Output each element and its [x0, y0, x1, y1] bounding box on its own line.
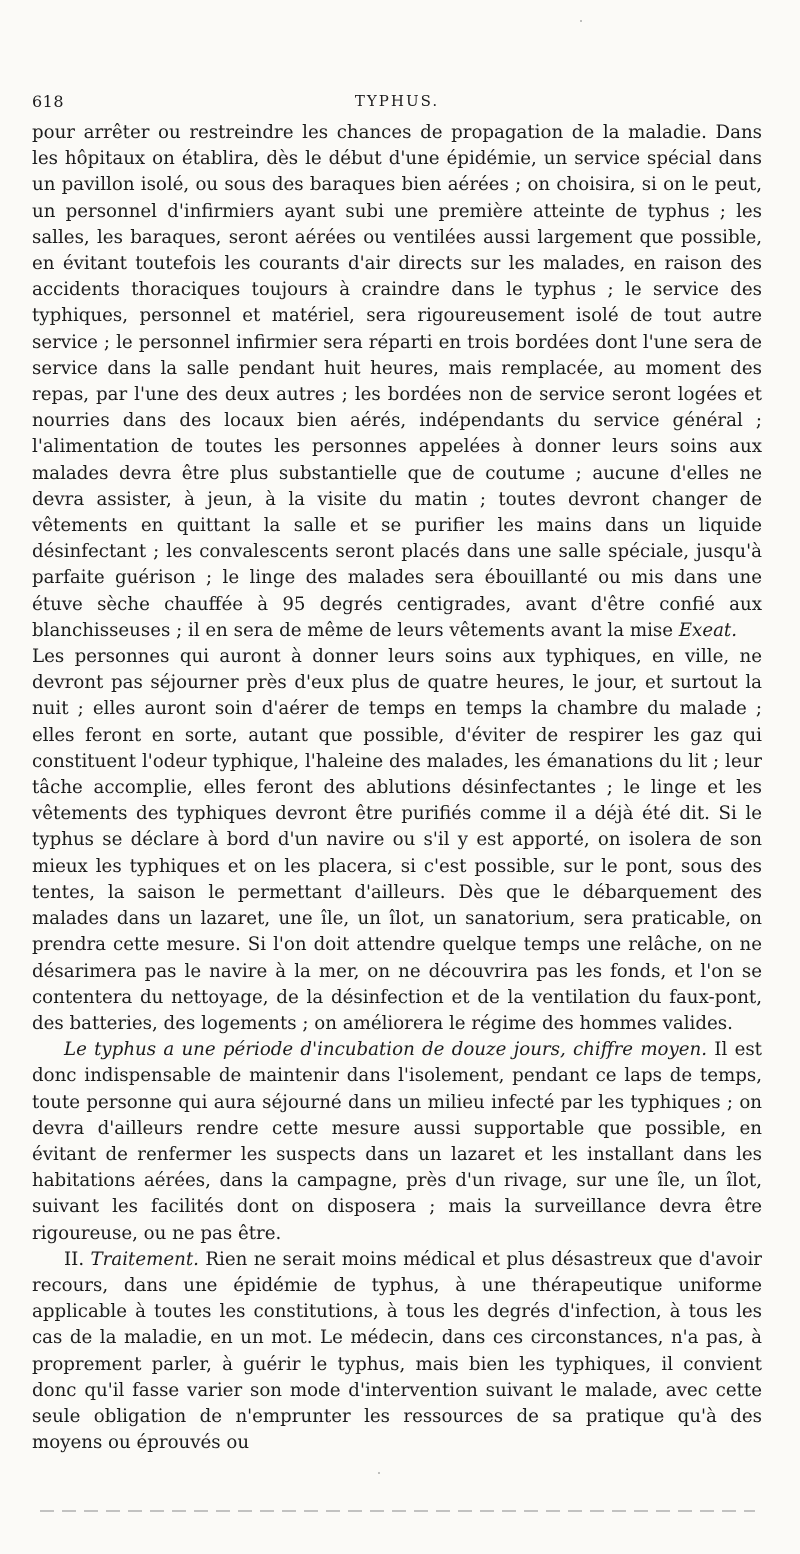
section-heading: Traitement. [90, 1248, 199, 1270]
page-number: 618 [32, 92, 65, 111]
running-title: TYPHUS. [354, 92, 440, 110]
paragraph-text: pour arrêter ou restreindre les chances de propagation de la maladie. Dans les hôpitaux on établira, dès le début d'une épidémie, un service spécial dans un pavillon isolé, ou sous des baraques bien aérées ; on choisira, si on le peut, un personnel d'infirmiers ayant subi une première atteinte de typhus ; les salles, les baraques, seront aérées ou ventilées aussi largement que possible, en évitant toutefois les courants d'air directs sur les malades, en raison des accidents thoraciques toujours à craindre dans le typhus ; le service des typhiques, personnel et matériel, sera rigoureusement isolé de tout autre service ; le personnel infirmier sera réparti en trois bordées dont l'une sera de service dans la salle pendant huit heures, mais remplacée, au moment des repas, par l'une des deux autres ; les bordées non de service seront logées et nourries dans des locaux bien aérés, indépendants du service général ; l'alimentation de toutes les personnes appelées à donner leurs soins aux malades devra être plus substantielle que de coutume ; aucune d'elles ne devra assister, à jeun, à la visite du matin ; toutes devront changer de vêtements en quittant la salle et se purifier les mains dans un liquide désinfectant ; les convalescents seront placés dans une salle spéciale, jusqu'à parfaite guérison ; le linge des malades sera ébouillanté ou mis dans une étuve sèche chauffée à 95 degrés centigrades, avant d'être confié aux blanchisseuses ; il en sera de même de leurs vêtements avant la mise [32, 122, 762, 641]
paragraph-treatment [32, 1247, 762, 1457]
bottom-scan-artifact [40, 1510, 755, 1512]
paragraph-home-care [32, 644, 762, 1037]
scan-speck [378, 1472, 380, 1474]
body-text [32, 120, 762, 1456]
paragraph-text: Les personnes qui auront à donner leurs soins aux typhiques, en ville, ne devront pas séjourner près d'eux plus de quatre heures, le jour, et surtout la nuit ; elles auront soin d'aérer de temps en temps la chambre du malade ; elles feront en sorte, autant que possible, d'éviter de respirer les gaz qui constituent l'odeur typhique, l'haleine des malades, les émanations du lit ; leur tâche accomplie, elles feront des ablutions désinfectantes ; le linge et les vêtements des typhiques devront être purifiés comme il a déjà été dit. Si le typhus se déclare à bord d'un navire ou s'il y est apporté, on isolera de son mieux les typhiques et on les placera, si c'est possible, sur le pont, sous des tentes, la saison le permettant d'ailleurs. Dès que le débarquement des malades dans un lazaret, une île, un îlot, un sanatorium, sera praticable, on prendra cette mesure. Si l'on doit attendre quelque temps une relâche, on ne désarimera pas le navire à la mer, on ne découvrira pas les fonds, et l'on se contentera du nettoyage, de la désinfection et de la ventilation du faux-pont, des batteries, des logements ; on améliorera le régime des hommes valides. [32, 646, 762, 1034]
scan-speck [580, 20, 582, 22]
paragraph-incubation [32, 1037, 762, 1247]
paragraph-text: Rien ne serait moins médical et plus désastreux que d'avoir recours, dans une épidémie de typhus, à une thérapeutique uniforme applicable à toutes les constitutions, à tous les degrés d'infection, à tous les cas de la maladie, en un mot. Le médecin, dans ces circonstances, n'a pas, à proprement parler, à guérir le typhus, mais bien les typhiques, il convient donc qu'il fasse varier son mode d'intervention suivant le malade, avec cette seule obligation de n'emprunter les ressources de sa pratique qu'à des moyens ou éprouvés ou [32, 1248, 762, 1454]
page-header [32, 92, 762, 120]
italic-term: Exeat. [678, 619, 738, 641]
section-numeral: II. [64, 1248, 91, 1270]
paragraph-text: Il est donc indispensable de maintenir dans l'isolement, pendant ce laps de temps, toute personne qui aura séjourné dans un milieu infecté par les typhiques ; on devra d'ailleurs rendre cette mesure aussi supportable que possible, en évitant de renfermer les suspects dans un lazaret et les installant dans les habitations aérées, dans la campagne, près d'un rivage, sur une île, un îlot, suivant les facilités dont on disposera ; mais la surveillance devra être rigoureuse, ou ne pas être. [32, 1039, 762, 1244]
italic-lead: Le typhus a une période d'incubation de douze jours, chiffre moyen. [64, 1039, 708, 1061]
paragraph-isolation-measures [32, 120, 762, 644]
